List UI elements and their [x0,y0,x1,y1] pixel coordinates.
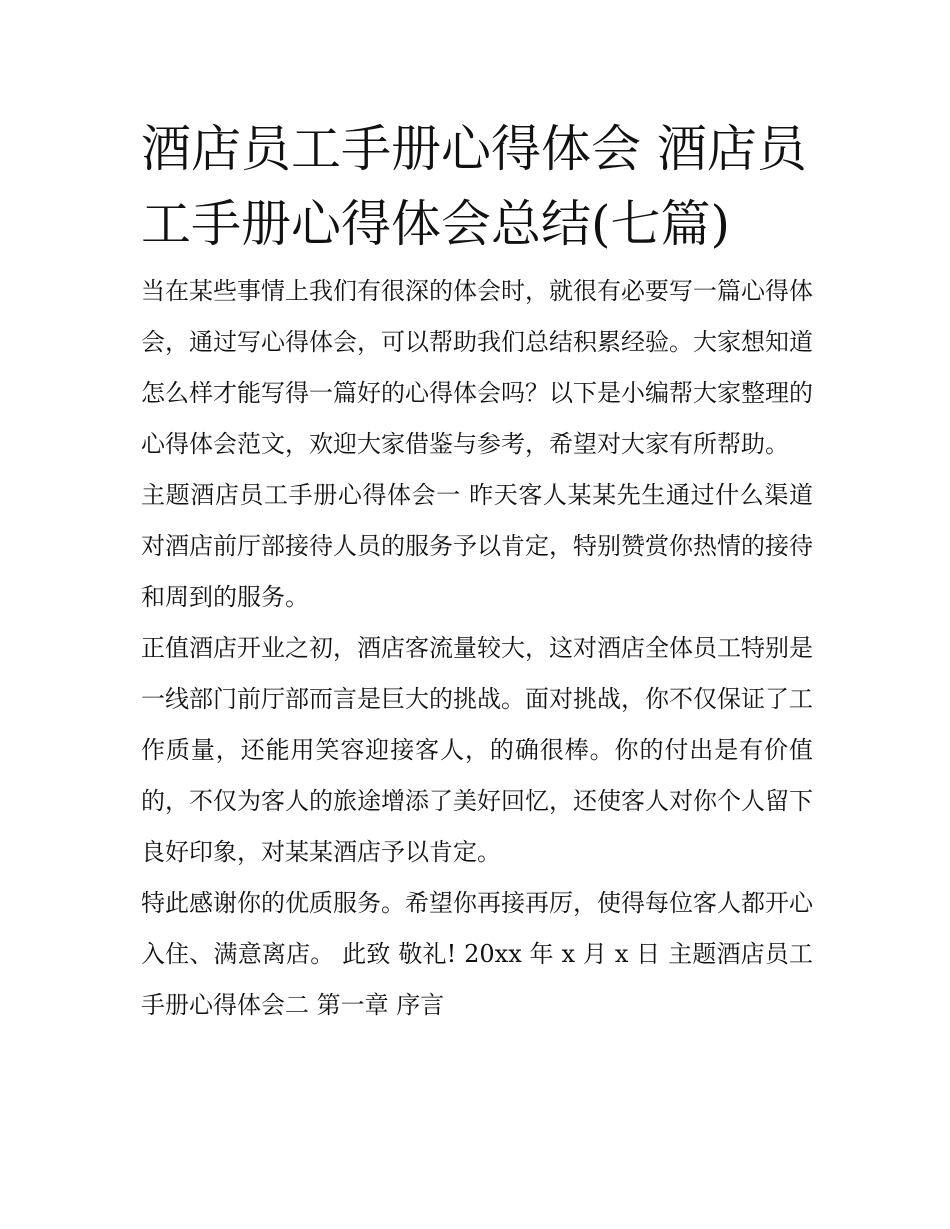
title-block [141,112,813,262]
paragraph-thanks: 特此感谢你的优质服务。希望你再接再厉，使得每位客人都开心入住、满意离店。 此致 敬礼! 20xx 年 x 月 x 日 主题酒店员工手册心得体会二 第一章 序言 [141,889,813,1019]
document-page [141,112,813,1031]
paragraph-section-one: 主题酒店员工手册心得体会一 昨天客人某某先生通过什么渠道对酒店前厅部接待人员的服务予以肯定，特别赞赏你热情的接待和周到的服务。 [141,481,813,611]
paragraph-intro: 当在某些事情上我们有很深的体会时，就很有必要写一篇心得体会，通过写心得体会，可以帮助我们总结积累经验。大家想知道怎么样才能写得一篇好的心得体会吗？以下是小编帮大家整理的心得体会范文，欢迎大家借鉴与参考，希望对大家有所帮助。 [141,277,813,458]
paragraph-challenge: 正值酒店开业之初，酒店客流量较大，这对酒店全体员工特别是一线部门前厅部而言是巨大的挑战。面对挑战，你不仅保证了工作质量，还能用笑容迎接客人，的确很棒。你的付出是有价值的，不仅为客人的旅途增添了美好回忆，还使客人对你个人留下良好印象，对某某酒店予以肯定。 [141,634,813,866]
document-title: 酒店员工手册心得体会 酒店员工手册心得体会总结(七篇) [141,120,807,253]
